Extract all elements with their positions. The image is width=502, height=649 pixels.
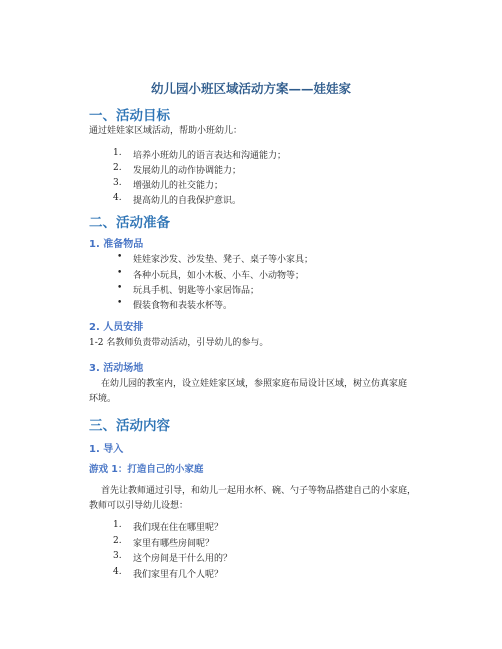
list-text: 培养小班幼儿的语言表达和沟通能力；	[133, 151, 287, 161]
bullet: •	[117, 283, 123, 293]
subheading-materials: 1. 准备物品	[89, 239, 144, 250]
section-heading-preparation: 二、活动准备	[89, 215, 170, 231]
list-number: 1.	[113, 520, 122, 530]
intro-text-line2: 教师可以引导幼儿设想：	[89, 501, 189, 511]
venue-text-line2: 环境。	[89, 394, 117, 404]
list-text: 家里有哪些房间呢？	[133, 539, 215, 549]
intro-text-line1: 首先让教师通过引导，和幼儿一起用水杯、碗、勺子等物品搭建自己的小家庭，	[101, 486, 417, 496]
list-text: 玩具手机、钥匙等小家居饰品；	[133, 286, 260, 296]
venue-text-line1: 在幼儿园的教室内，设立娃娃家区域，参照家庭布局设计区域，树立仿真家庭	[101, 379, 408, 389]
list-text: 假装食物和表装水杯等。	[133, 301, 233, 311]
list-number: 3.	[113, 178, 122, 188]
subheading-venue: 3. 活动场地	[89, 363, 144, 374]
list-number: 4.	[113, 193, 122, 203]
list-number: 4.	[113, 567, 122, 577]
list-text: 增强幼儿的社交能力；	[133, 181, 224, 191]
staff-text: 1-2 名教师负责带动活动，引导幼儿的参与。	[89, 338, 269, 348]
bullet: •	[117, 298, 123, 308]
subheading-staff: 2. 人员安排	[89, 322, 144, 333]
bullet: •	[117, 268, 123, 278]
list-number: 3.	[113, 551, 122, 561]
goals-intro: 通过娃娃家区域活动，帮助小班幼儿：	[89, 126, 243, 136]
list-text: 各种小玩具，如小木板、小车、小动物等；	[133, 271, 305, 281]
document-title: 幼儿园小班区域活动方案——娃娃家	[150, 81, 351, 96]
list-text: 发展幼儿的动作协调能力；	[133, 166, 242, 176]
list-text: 我们现在住在哪里呢？	[133, 523, 224, 533]
bullet: •	[117, 252, 123, 262]
game-title: 游戏 1：打造自己的小家庭	[89, 464, 204, 475]
list-number: 1.	[113, 148, 122, 158]
list-number: 2.	[113, 536, 122, 546]
list-text: 这个房间是干什么用的？	[133, 554, 233, 564]
subheading-intro: 1. 导入	[89, 444, 124, 455]
section-heading-goals: 一、活动目标	[89, 108, 170, 124]
list-text: 我们家里有几个人呢？	[133, 570, 224, 580]
list-text: 提高幼儿的自我保护意识。	[133, 196, 242, 206]
list-number: 2.	[113, 163, 122, 173]
list-text: 娃娃家沙发、沙发垫、凳子、桌子等小家具；	[133, 255, 314, 265]
section-heading-content: 三、活动内容	[89, 418, 170, 434]
